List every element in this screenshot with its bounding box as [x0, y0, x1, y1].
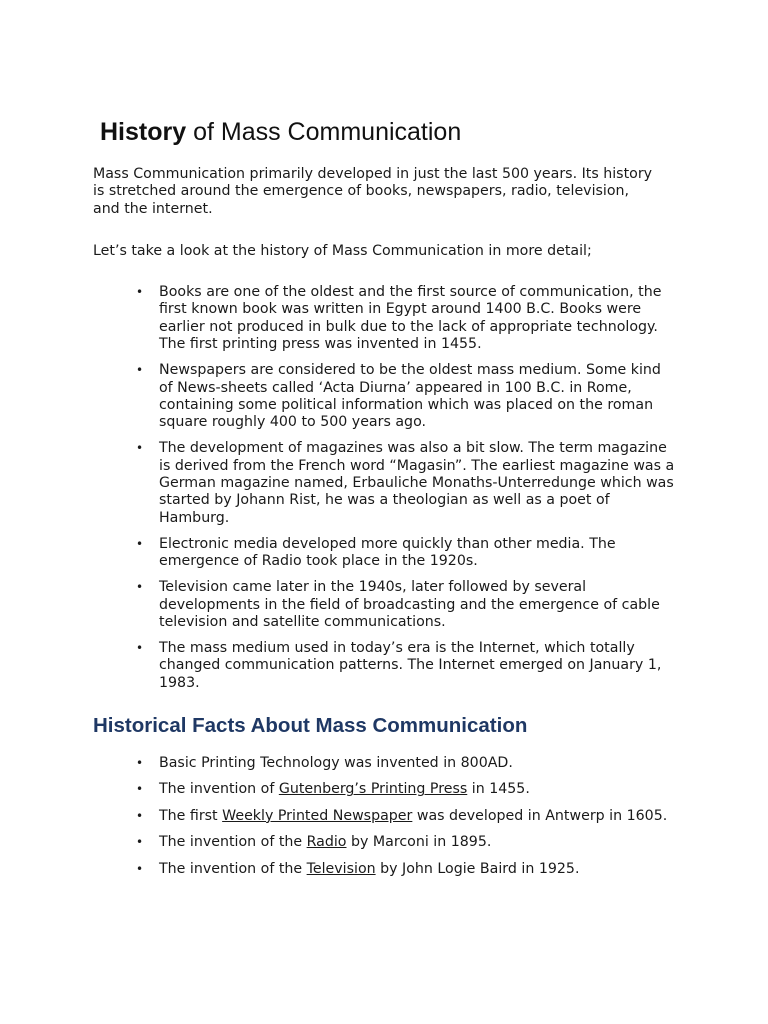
radio-link[interactable]: Radio [306, 834, 347, 851]
page-title [100, 118, 461, 147]
list-item-text: Newspapers are considered to be the oldest mass medium. Some kind of News-sheets called ‘Acta Diurna’ appeared in 100 B.C. in Rome, containing some political information which was placed on the roman square roughly 400 to 500 years ago. [159, 362, 661, 431]
fact-text-after: was developed in Antwerp in 1605. [412, 807, 668, 824]
list-item-text: Television came later in the 1940s, later followed by several developments in the field of broadcasting and the emergence of cable television and satellite communications. [159, 579, 660, 630]
facts-bullet-list [136, 755, 676, 887]
bullet-marker: • [136, 861, 144, 876]
weekly-printed-newspaper-link[interactable]: Weekly Printed Newspaper [222, 807, 413, 824]
bullet-marker: • [136, 640, 144, 655]
fact-text: Basic Printing Technology was invented in 800AD. [159, 755, 513, 771]
fact-text-before: The invention of [159, 781, 279, 798]
list-item [136, 536, 676, 571]
fact-text-before: The invention of the [159, 860, 307, 877]
list-item-text: The mass medium used in today’s era is the Internet, which totally changed communication patterns. The Internet emerged on January 1, 1983. [159, 639, 662, 691]
fact-text-after: by Marconi in 1895. [346, 834, 492, 851]
intro-paragraph: Mass Communication primarily developed in just the last 500 years. Its history is stretched around the emergence of books, newspapers, radio, television, and the internet. [93, 166, 653, 217]
list-item-text: The development of magazines was also a bit slow. The term magazine is derived from the French word “Magasin”. The earliest magazine was a German magazine named, Erbauliche Monaths-Unterredunge which was started by Johann Rist, he was a theologian as well as a poet of Hamburg. [159, 440, 675, 526]
list-item [136, 861, 676, 878]
bullet-marker: • [136, 756, 144, 770]
bullet-marker: • [136, 835, 144, 850]
list-item [136, 808, 676, 825]
bullet-marker: • [136, 580, 144, 595]
fact-text-after: in 1455. [467, 781, 530, 798]
bullet-marker: • [136, 808, 144, 823]
gutenberg-printing-press-link[interactable]: Gutenberg’s Printing Press [278, 781, 468, 798]
list-item [136, 640, 676, 692]
list-item [136, 284, 676, 354]
list-item-text: Books are one of the oldest and the first source of communication, the first known book was written in Egypt around 1400 B.C. Books were earlier not produced in bulk due to the lack of appropriate technology. The first printing press was invented in 1455. [159, 284, 662, 353]
page-title-bold: History [100, 118, 187, 146]
section-heading-historical-facts: Historical Facts About Mass Communication [93, 714, 528, 737]
list-item [136, 362, 676, 432]
list-item [136, 755, 676, 772]
fact-text-before: The first [159, 807, 223, 824]
fact-text-before: The invention of the [159, 834, 307, 851]
list-item-text: Electronic media developed more quickly than other media. The emergence of Radio took place in the 1920s. [159, 535, 616, 570]
list-item [136, 579, 676, 631]
television-link[interactable]: Television [306, 860, 376, 877]
bullet-marker: • [136, 285, 144, 299]
bullet-marker: • [136, 536, 144, 551]
fact-text-after: by John Logie Baird in 1925. [375, 860, 580, 877]
bullet-marker: • [136, 363, 144, 378]
bullet-marker: • [136, 782, 144, 797]
list-item [136, 781, 676, 798]
bullet-marker: • [136, 441, 144, 456]
list-item [136, 440, 676, 527]
list-item [136, 834, 676, 851]
history-bullet-list [136, 284, 676, 701]
lead-paragraph: Let’s take a look at the history of Mass Communication in more detail; [93, 243, 592, 259]
page-title-rest: of Mass Communication [186, 118, 462, 146]
